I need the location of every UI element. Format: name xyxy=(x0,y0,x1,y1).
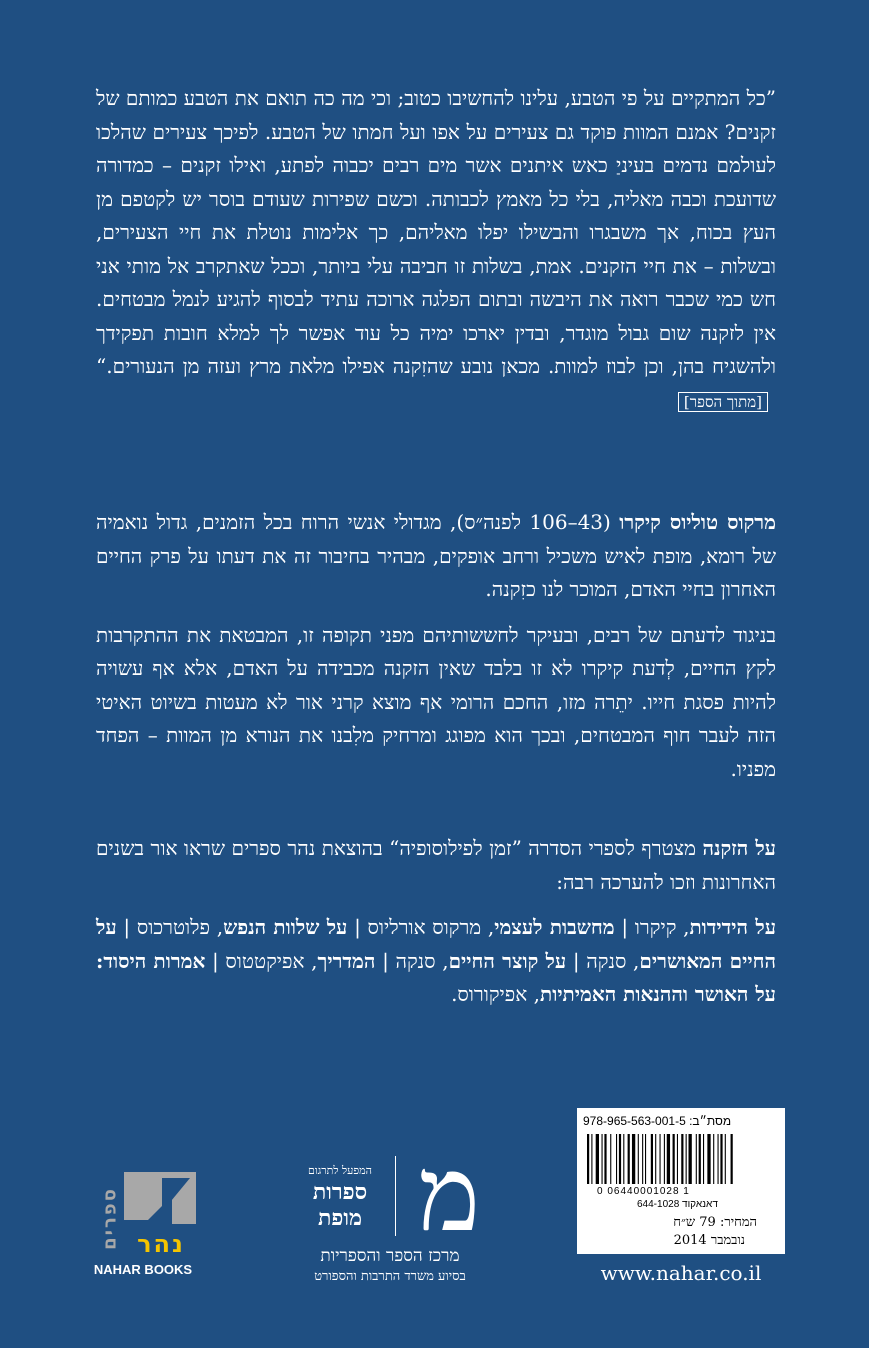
back-cover-quote xyxy=(96,82,776,417)
isbn-text: 978-965-563-001-5 :מסת״ב xyxy=(583,1114,732,1128)
barcode-box xyxy=(577,1108,785,1254)
series-book-list xyxy=(96,911,776,1012)
mofet-title-line-2: מופת xyxy=(317,1206,363,1231)
author-description xyxy=(96,506,776,798)
barcode-code: 644-1028 דאנאקוד xyxy=(637,1199,718,1210)
mofet-logo xyxy=(290,1133,490,1288)
barcode-icon xyxy=(587,1134,775,1184)
nahar-logo-vertical-text: ספרים xyxy=(99,1187,121,1250)
barcode-number: 0 06440001028 1 xyxy=(597,1186,690,1197)
mofet-mem-icon: מ xyxy=(418,1133,480,1255)
bio-paragraph-2: בניגוד לדעתם של רבים, ובעיקר לחששותיהם מפני תקופה זו, המבטאת את ההתקרבות לקץ החיים, לְדעת קיקרו לא זו בלבד שאין הזקנה מכבידה על האדם, אלא אף עשויה להיות פסגת חייו. יתֵרה מזו, החכם הרומי אף מוצא קרני אור לא מעטות בשיוט האיטי הזה לעבר חוף המבטחים, ובכך הוא מפוגג ומרחיק מלִבנו את הנורא מן המוות – הפחד מפניו. xyxy=(96,622,776,781)
series-author-5: , סנקה | xyxy=(375,948,449,973)
mofet-title xyxy=(290,1180,390,1232)
series-intro xyxy=(96,832,776,899)
series-author-1: , קיקרו | xyxy=(614,915,690,939)
quote-text: ”כל המתקיים על פי הטבע, עלינו להחשיבו כטוב; וכי מה כה תואם את הטבע כמותם של זקנים? אמנם המוות פוקד גם צעירים על אפו ועל חמתו של הטבע. לפיכך צעירים שהלכו לעולמם נדמים בעיניַ כאש איתנים אשר מים רבים יכבוה לפתע, ואילו זקנים – כמדורה שדועכת וכבה מאליה, בלי כל מאמץ לכבותה. וכשם שפירות שעודם בוסר יש לקטפם מן העץ בכוח, אך משבגרו והבשילו יפלו מאליהם, כך אלימות נוטלת את חיי הצעירים, ובשלות – את חיי הזקנים. אמת, בשלות זו חביבה עלי ביותר, וככל שאתקרב אל מותי אני חש כמי שכבר רואה את היבשה ובתום הפלגה ארוכה עתיד לבסוף להגיע לנמל מבטחים. אין לזקנה שום גבול מוגדר, ובדין יארכו ימיה כל עוד אפשר לך למלא חובות תפקידך ולהשגיח בהן, וכן לבוז למוות. מכאן נובע שהזִקנה אפילו מלאת מרץ ועזה מן הנעורים.“ xyxy=(96,86,776,378)
quote-source: [מתוך הספר] xyxy=(678,392,768,412)
nahar-logo-label: NAHAR BOOKS xyxy=(93,1262,193,1277)
series-intro-text: מצטרף לספרי הסדרה ”זמן לפילוסופיה“ בהוצאת נהר ספרים שראו אור בשנים האחרונות וזכו להערכה רבה: xyxy=(96,836,776,894)
mofet-title-line-1: ספרות xyxy=(312,1180,368,1205)
series-book-1: על הידידות xyxy=(689,915,777,939)
nahar-logo-letters: נהר xyxy=(137,1230,185,1258)
price: המחיר: 79 ש״ח xyxy=(673,1215,757,1230)
series-book-5: על קוצר החיים xyxy=(448,948,567,973)
bio-paragraph-1-text: (43–106 לפנה״ס), מגדולי אנשי הרוח בכל הזמנים, גדול נואמיה של רומא, מופת לאיש משכיל ורחב אופקים, מבהיר בחיבור זה את דעתו על פרק החיים האחרון בחיי האדם, המוכר לנו כזִקנה. xyxy=(96,510,776,601)
series-author-4: , סנקה | xyxy=(566,948,640,973)
series-author-7: , אפיקורוס. xyxy=(451,982,540,1006)
mofet-small-text: המפעל לתרגום xyxy=(307,1164,373,1177)
series-book-3: על שלוות הנפש xyxy=(223,915,348,939)
series-book-7: אמרות היסוד: על האושר וההנאות האמיתיות xyxy=(96,948,776,1006)
book-title: על הזקנה xyxy=(702,836,776,860)
nahar-books-logo xyxy=(88,1172,198,1282)
author-name: מרקוס טוליוס קיקרו xyxy=(619,510,776,534)
series-book-4: על החיים המאושרים xyxy=(96,915,776,973)
series-author-2: , מרקוס אורליוס | xyxy=(347,915,495,939)
website-link[interactable]: www.nahar.co.il xyxy=(600,1261,762,1285)
series-book-6: המדריך xyxy=(317,948,376,973)
series-description xyxy=(96,832,776,1024)
series-author-6: , אפיקטטוס | xyxy=(205,948,318,973)
mofet-support-text: בסיוע משרד התרבות והספורט xyxy=(314,1269,466,1284)
mofet-divider xyxy=(395,1156,396,1236)
series-author-3: , פלוטרכוס | xyxy=(116,915,224,939)
series-book-2: מחשבות לעצמי xyxy=(494,915,615,939)
bio-paragraph-1 xyxy=(96,506,776,607)
publication-date: נובמבר 2014 xyxy=(673,1233,745,1248)
mofet-center-name: מרכז הספר והספריות xyxy=(320,1246,460,1266)
